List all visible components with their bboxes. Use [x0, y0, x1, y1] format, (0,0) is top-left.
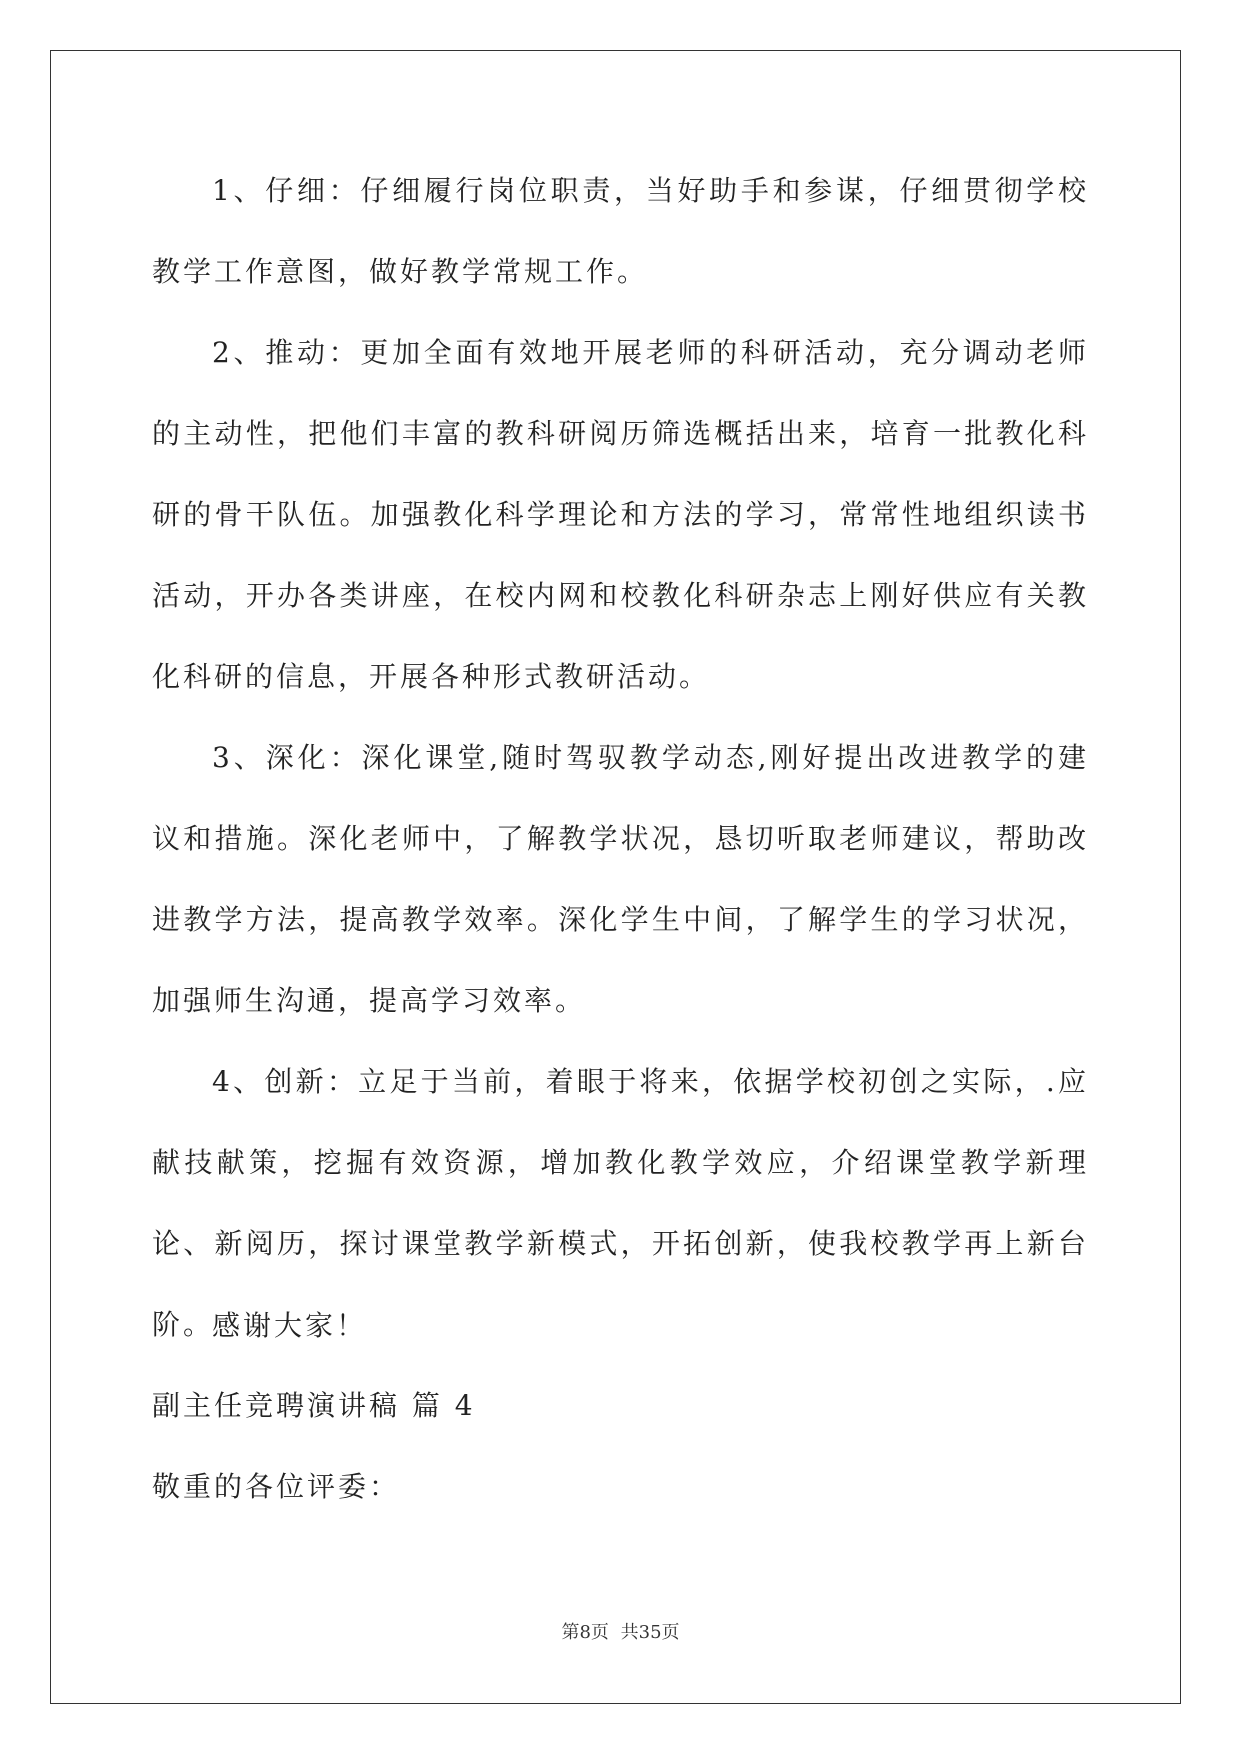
paragraph-3: 3、深化：深化课堂,随时驾驭教学动态,刚好提出改进教学的建议和措施。深化老师中，了解教学状况，恳切听取老师建议，帮助改进教学方法，提高教学效率。深化学生中间，了解学生的学习状况，加强师生沟通，提高学习效率。 — [152, 741, 1089, 1017]
total-pages: 共35页 — [620, 1622, 680, 1643]
paragraph-1: 1、仔细：仔细履行岗位职责，当好助手和参谋，仔细贯彻学校教学工作意图，做好教学常规工作。 — [152, 174, 1089, 288]
page-footer — [0, 1618, 1241, 1644]
page-number: 第8页 — [561, 1622, 609, 1643]
section-heading: 副主任竞聘演讲稿 篇 4 — [152, 1389, 476, 1422]
paragraph-4: 4、创新：立足于当前，着眼于将来，依据学校初创之实际，.应献技献策，挖掘有效资源，增加教化教学效应，介绍课堂教学新理论、新阅历，探讨课堂教学新模式，开拓创新，使我校教学再上新台阶。 — [152, 1065, 1089, 1341]
paragraph-2: 2、推动：更加全面有效地开展老师的科研活动，充分调动老师的主动性，把他们丰富的教科研阅历筛选概括出来，培育一批教化科研的骨干队伍。加强教化科学理论和方法的学习，常常性地组织读书活动，开办各类讲座，在校内网和校教化科研杂志上刚好供应有关教化科研的信息，开展各种形式教研活动。 — [152, 336, 1089, 693]
salutation: 敬重的各位评委： — [152, 1470, 401, 1503]
thanks-line: 感谢大家！ — [212, 1309, 368, 1342]
